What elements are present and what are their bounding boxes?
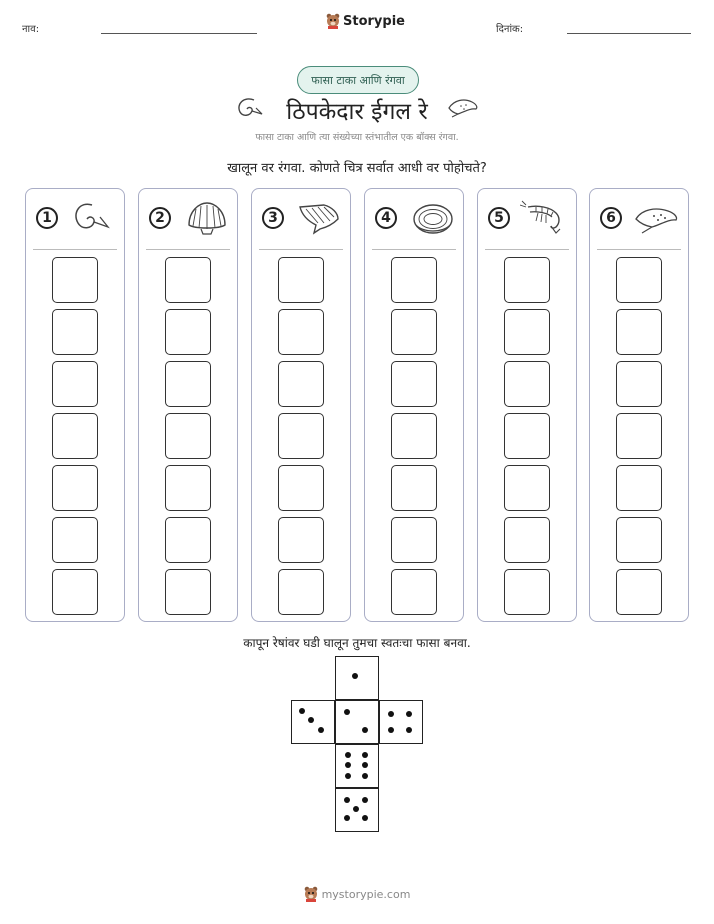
dice-face-6 (335, 744, 379, 788)
coloring-instruction: खालून वर रंगवा. कोणते चित्र सर्वात आधी वर पोहोचते? (227, 161, 487, 176)
scallop-shell-icon (181, 199, 231, 239)
dice-pip (299, 708, 305, 714)
page-title: ठिपकेदार ईगल रे (286, 99, 428, 125)
eagle-ray-icon (632, 199, 682, 239)
dice-pip (345, 752, 351, 758)
column-number: 1 (36, 207, 58, 229)
dice-pip (345, 773, 351, 779)
clam-icon (407, 199, 457, 239)
color-box[interactable] (391, 309, 437, 355)
color-box[interactable] (278, 309, 324, 355)
color-box[interactable] (165, 465, 211, 511)
color-box[interactable] (165, 257, 211, 303)
color-box[interactable] (278, 465, 324, 511)
dice-pip (308, 717, 314, 723)
color-box[interactable] (616, 569, 662, 615)
color-box[interactable] (616, 257, 662, 303)
column-6 (589, 188, 689, 622)
column-divider (33, 249, 117, 250)
column-number: 4 (375, 207, 397, 229)
color-box[interactable] (52, 569, 98, 615)
color-box[interactable] (165, 413, 211, 459)
column-number: 3 (262, 207, 284, 229)
color-box[interactable] (616, 361, 662, 407)
page-subtitle: फासा टाका आणि त्या संख्येच्या स्तंभातील एक बॉक्स रंगवा. (255, 132, 459, 143)
color-box[interactable] (391, 413, 437, 459)
column-2 (138, 188, 238, 622)
color-box[interactable] (52, 309, 98, 355)
color-box[interactable] (165, 517, 211, 563)
dice-pip (345, 762, 351, 768)
brand-name: Storypie (343, 13, 405, 29)
color-box[interactable] (52, 465, 98, 511)
dice-pip (362, 762, 368, 768)
footer-site[interactable]: mystorypie.com (321, 887, 411, 901)
color-box[interactable] (616, 309, 662, 355)
shrimp-icon (520, 199, 570, 239)
column-divider (485, 249, 569, 250)
column-number: 6 (600, 207, 622, 229)
color-box[interactable] (165, 309, 211, 355)
color-box[interactable] (391, 569, 437, 615)
dice-pip (318, 727, 324, 733)
dice-face-4 (379, 700, 423, 744)
name-line (101, 33, 257, 34)
dice-face-5 (335, 788, 379, 832)
color-box[interactable] (52, 517, 98, 563)
color-box[interactable] (504, 465, 550, 511)
date-label: दिनांक: (496, 24, 524, 35)
bear-mascot-icon (304, 886, 318, 902)
dice-pip (406, 727, 412, 733)
color-box[interactable] (165, 569, 211, 615)
column-number: 2 (149, 207, 171, 229)
dice-pip (362, 797, 368, 803)
color-box[interactable] (616, 413, 662, 459)
cut-instruction: कापून रेषांवर घडी घालून तुमचा स्वतःचा फासा बनवा. (243, 636, 471, 650)
color-box[interactable] (391, 361, 437, 407)
color-box[interactable] (504, 361, 550, 407)
color-box[interactable] (504, 517, 550, 563)
dice-pip (388, 727, 394, 733)
activity-badge: फासा टाका आणि रंगवा (297, 66, 419, 94)
color-box[interactable] (278, 517, 324, 563)
dice-pip (362, 752, 368, 758)
dice-pip (344, 815, 350, 821)
color-box[interactable] (504, 257, 550, 303)
bear-mascot-icon (326, 13, 340, 29)
dice-pip (352, 673, 358, 679)
column-1 (25, 188, 125, 622)
color-box[interactable] (52, 361, 98, 407)
color-box[interactable] (504, 309, 550, 355)
dice-face-1 (335, 656, 379, 700)
dice-pip (344, 709, 350, 715)
color-box[interactable] (52, 257, 98, 303)
color-box[interactable] (391, 465, 437, 511)
dice-pip (388, 711, 394, 717)
color-box[interactable] (278, 257, 324, 303)
dice-face-3 (291, 700, 335, 744)
color-box[interactable] (504, 569, 550, 615)
color-box[interactable] (616, 517, 662, 563)
color-box[interactable] (278, 361, 324, 407)
color-box[interactable] (278, 569, 324, 615)
color-box[interactable] (52, 413, 98, 459)
color-box[interactable] (616, 465, 662, 511)
hook-shell-icon (68, 199, 118, 239)
column-5 (477, 188, 577, 622)
dice-pip (362, 727, 368, 733)
column-number: 5 (488, 207, 510, 229)
fish-fin-icon (294, 199, 344, 239)
name-label: नाव: (22, 24, 40, 35)
dice-pip (344, 797, 350, 803)
column-divider (372, 249, 456, 250)
color-box[interactable] (165, 361, 211, 407)
color-box[interactable] (504, 413, 550, 459)
dice-pip (362, 773, 368, 779)
footer (0, 886, 714, 902)
column-divider (146, 249, 230, 250)
eagle-ray-icon (446, 96, 480, 118)
color-box[interactable] (391, 517, 437, 563)
dice-pip (406, 711, 412, 717)
brand-logo (326, 13, 405, 29)
column-divider (259, 249, 343, 250)
dice-pip (353, 806, 359, 812)
date-line (567, 33, 691, 34)
color-box[interactable] (391, 257, 437, 303)
dice-face-2 (335, 700, 379, 744)
color-box[interactable] (278, 413, 324, 459)
column-4 (364, 188, 464, 622)
column-divider (597, 249, 681, 250)
dice-pip (362, 815, 368, 821)
column-3 (251, 188, 351, 622)
